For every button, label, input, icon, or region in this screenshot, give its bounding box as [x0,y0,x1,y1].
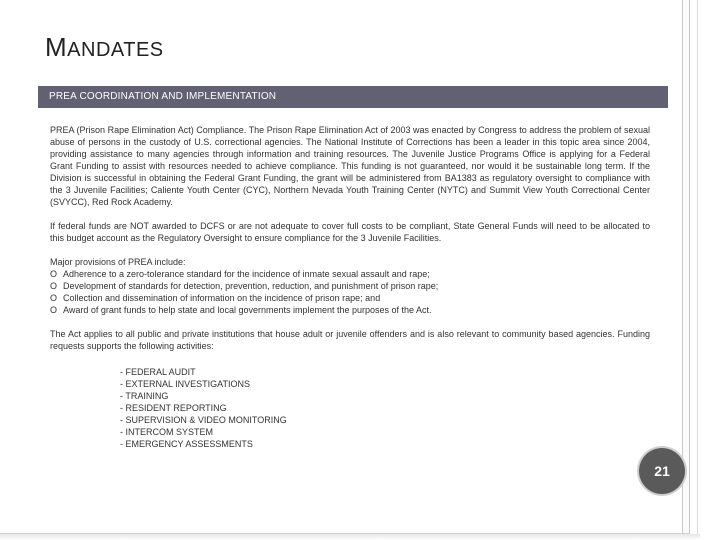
provision-text: Development of standards for detection, prevention, reduction, and punishment of prison rape; [63,281,439,291]
list-item: - FEDERAL AUDIT [120,367,196,377]
section-banner: PREA COORDINATION AND IMPLEMENTATION [38,86,668,108]
list-item: - TRAINING [120,391,169,401]
list-item [50,268,650,280]
list-item: - EMERGENCY ASSESSMENTS [120,439,253,449]
list-item [50,292,650,304]
provisions-heading: Major provisions of PREA include: [50,257,186,267]
paragraph-prea-compliance: PREA (Prison Rape Elimination Act) Compliance. The Prison Rape Elimination Act of 2003 was enacted by Congress to address the problem of sexual abuse of persons in the custody of U.S. correctional agencies. The National Institute of Corrections has been a leader in this topic area since 2004, providing assistance to many agencies through information and training resources. The Juvenile Justice Programs Office is applying for a Federal Grant Funding to assist with resources needed to achieve compliance. This funding is not guaranteed, nor would it be sustainable long term. If the Division is successful in obtaining the Federal Grant Funding, the grant will be administered from BA1383 as regulatory oversight to compliance with the 3 Juvenile Facilities; Caliente Youth Center (CYC), Northern Nevada Youth Training Center (NYTC) and Summit View Youth Correctional Center (SVYCC), Red Rock Academy. [50,125,650,207]
list-item [50,280,650,292]
circle-bullet-icon: O [50,281,58,291]
list-item: - EXTERNAL INVESTIGATIONS [120,379,251,389]
provision-text: Collection and dissemination of information on the incidence of prison rape; and [63,293,381,303]
slide-body [50,124,650,450]
list-item: - SUPERVISION & VIDEO MONITORING [120,415,287,425]
slide-frame-right-outer [697,0,698,540]
provisions-list [50,256,650,316]
list-item: - INTERCOM SYSTEM [120,427,214,437]
provision-text: Adherence to a zero-tolerance standard for the incidence of inmate sexual assault and rape; [63,269,430,279]
slide-shadow [0,534,700,540]
circle-bullet-icon: O [50,305,58,315]
circle-bullet-icon: O [50,293,58,303]
paragraph-applies: The Act applies to all public and private institutions that house adult or juvenile offenders and is also relevant to community based agencies. Funding requests supports the following activities: [50,329,650,351]
slide-title [45,32,164,63]
activities-list [120,366,650,450]
list-item [50,304,650,316]
provision-text: Award of grant funds to help state and local governments implement the purposes of the Act. [63,305,432,315]
page-number-badge: 21 [639,448,685,494]
list-item: - RESIDENT REPORTING [120,403,227,413]
paragraph-federal-funds: If federal funds are NOT awarded to DCFS or are not adequate to cover full costs to be compliant, State General Funds will need to be allocated to this budget account as the Regulatory Oversight to ensure compliance for the 3 Juvenile Facilities. [50,221,650,243]
title-initial: M [45,32,68,62]
circle-bullet-icon: O [50,269,58,279]
title-rest: ANDATES [67,39,164,61]
slide-frame-right [682,0,690,540]
